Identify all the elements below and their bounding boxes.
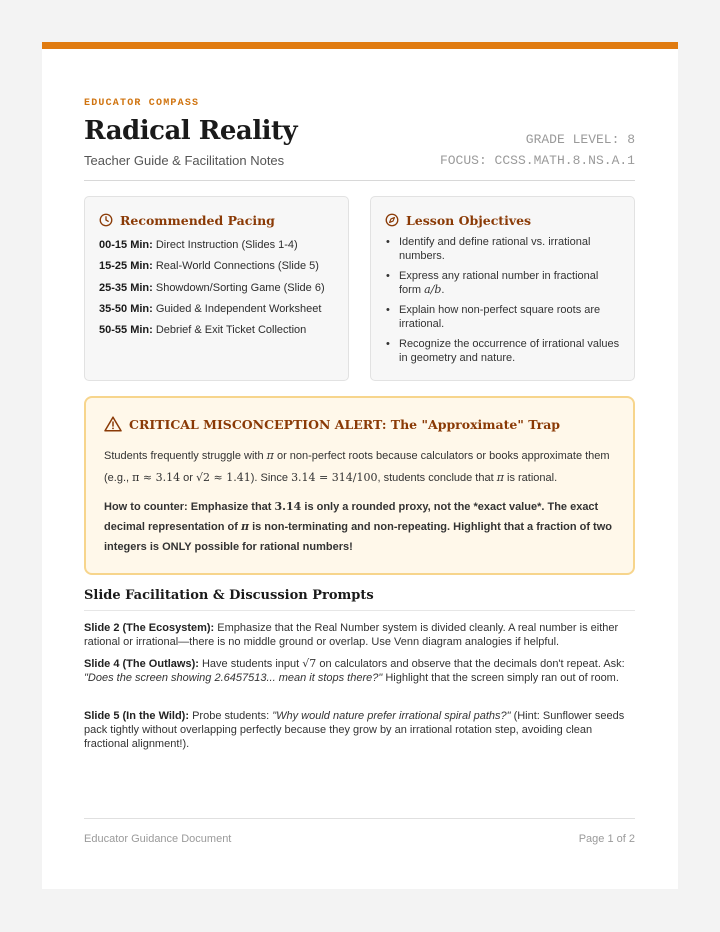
footer-divider [84, 818, 635, 819]
objective-item: • Identify and define rational vs. irrational numbers. [385, 235, 620, 263]
section-divider [84, 610, 635, 611]
page-number: Page 1 of 2 [578, 833, 635, 845]
clock-icon [99, 213, 113, 227]
slide-prompt: Slide 2 (The Ecosystem): Emphasize that the Real Number system is divided cleanly. A real number is either rational or irrational—there is no middle ground or overlap. Use Venn diagram analogies if helpful. [84, 622, 619, 648]
accent-bar [42, 42, 678, 49]
alert-explanation: Students frequently struggle with π or non-perfect roots because calculators or books approximate them (e.g., π ≈ 3.14 or √2 ≈ 1.41). Since 3.14 = 314/100, students conclude that π is rational. [104, 449, 610, 484]
brand-label: EDUCATOR COMPASS [84, 98, 200, 109]
pacing-row: 15-25 Min: Real-World Connections (Slide 5) [99, 260, 319, 273]
compass-icon [385, 213, 399, 227]
slide-prompt: Slide 4 (The Outlaws): Have students input √7 on calculators and observe that the decimals don't repeat. Ask: "Does the screen showing 2.6457513... mean it stops there?" Highlight that the screen simply ran out of room. [84, 657, 625, 684]
focus-standard: FOCUS: CCSS.MATH.8.NS.A.1 [439, 153, 635, 168]
footer-doc-label: Educator Guidance Document [84, 833, 232, 845]
objectives-title: Lesson Objectives [406, 212, 532, 228]
pacing-row: 25-35 Min: Showdown/Sorting Game (Slide 6) [99, 281, 325, 294]
objective-item: • Recognize the occurrence of irrational values in geometry and nature. [385, 337, 620, 365]
pacing-row: 50-55 Min: Debrief & Exit Ticket Collection [99, 324, 307, 337]
document-page [42, 42, 678, 889]
pacing-row: 00-15 Min: Direct Instruction (Slides 1-4) [99, 239, 298, 251]
objective-item: • Express any rational number in fractional form a/b. [385, 269, 620, 297]
pacing-row: 35-50 Min: Guided & Independent Worksheet [99, 302, 322, 315]
grade-level: GRADE LEVEL: 8 [525, 132, 635, 147]
pacing-title: Recommended Pacing [120, 212, 275, 228]
objective-item: • Explain how non-perfect square roots are irrational. [385, 303, 620, 331]
header-divider [84, 180, 635, 181]
section-title: Slide Facilitation & Discussion Prompts [84, 588, 374, 603]
page-subtitle: Teacher Guide & Facilitation Notes [84, 153, 285, 168]
page-title: Radical Reality [84, 116, 298, 146]
warning-icon [104, 416, 122, 432]
misconception-alert [84, 396, 635, 575]
alert-counter-strategy: How to counter: Emphasize that 3.14 is only a rounded proxy, not the *exact value*. The exact decimal representation of π is non-terminating and non-repeating. Highlight that a fraction of two integers is ONLY possible for rational numbers! [104, 500, 612, 553]
pacing-card [84, 196, 349, 381]
slide-prompt: Slide 5 (In the Wild): Probe students: "Why would nature prefer irrational spiral paths?" (Hint: Sunflower seeds pack tightly without overlapping perfectly because they grow by an irrational rotation step, avoiding clean fractional alignment!). [84, 710, 625, 750]
alert-title: CRITICAL MISCONCEPTION ALERT: The "Approximate" Trap [129, 416, 561, 432]
objectives-card [370, 196, 635, 381]
